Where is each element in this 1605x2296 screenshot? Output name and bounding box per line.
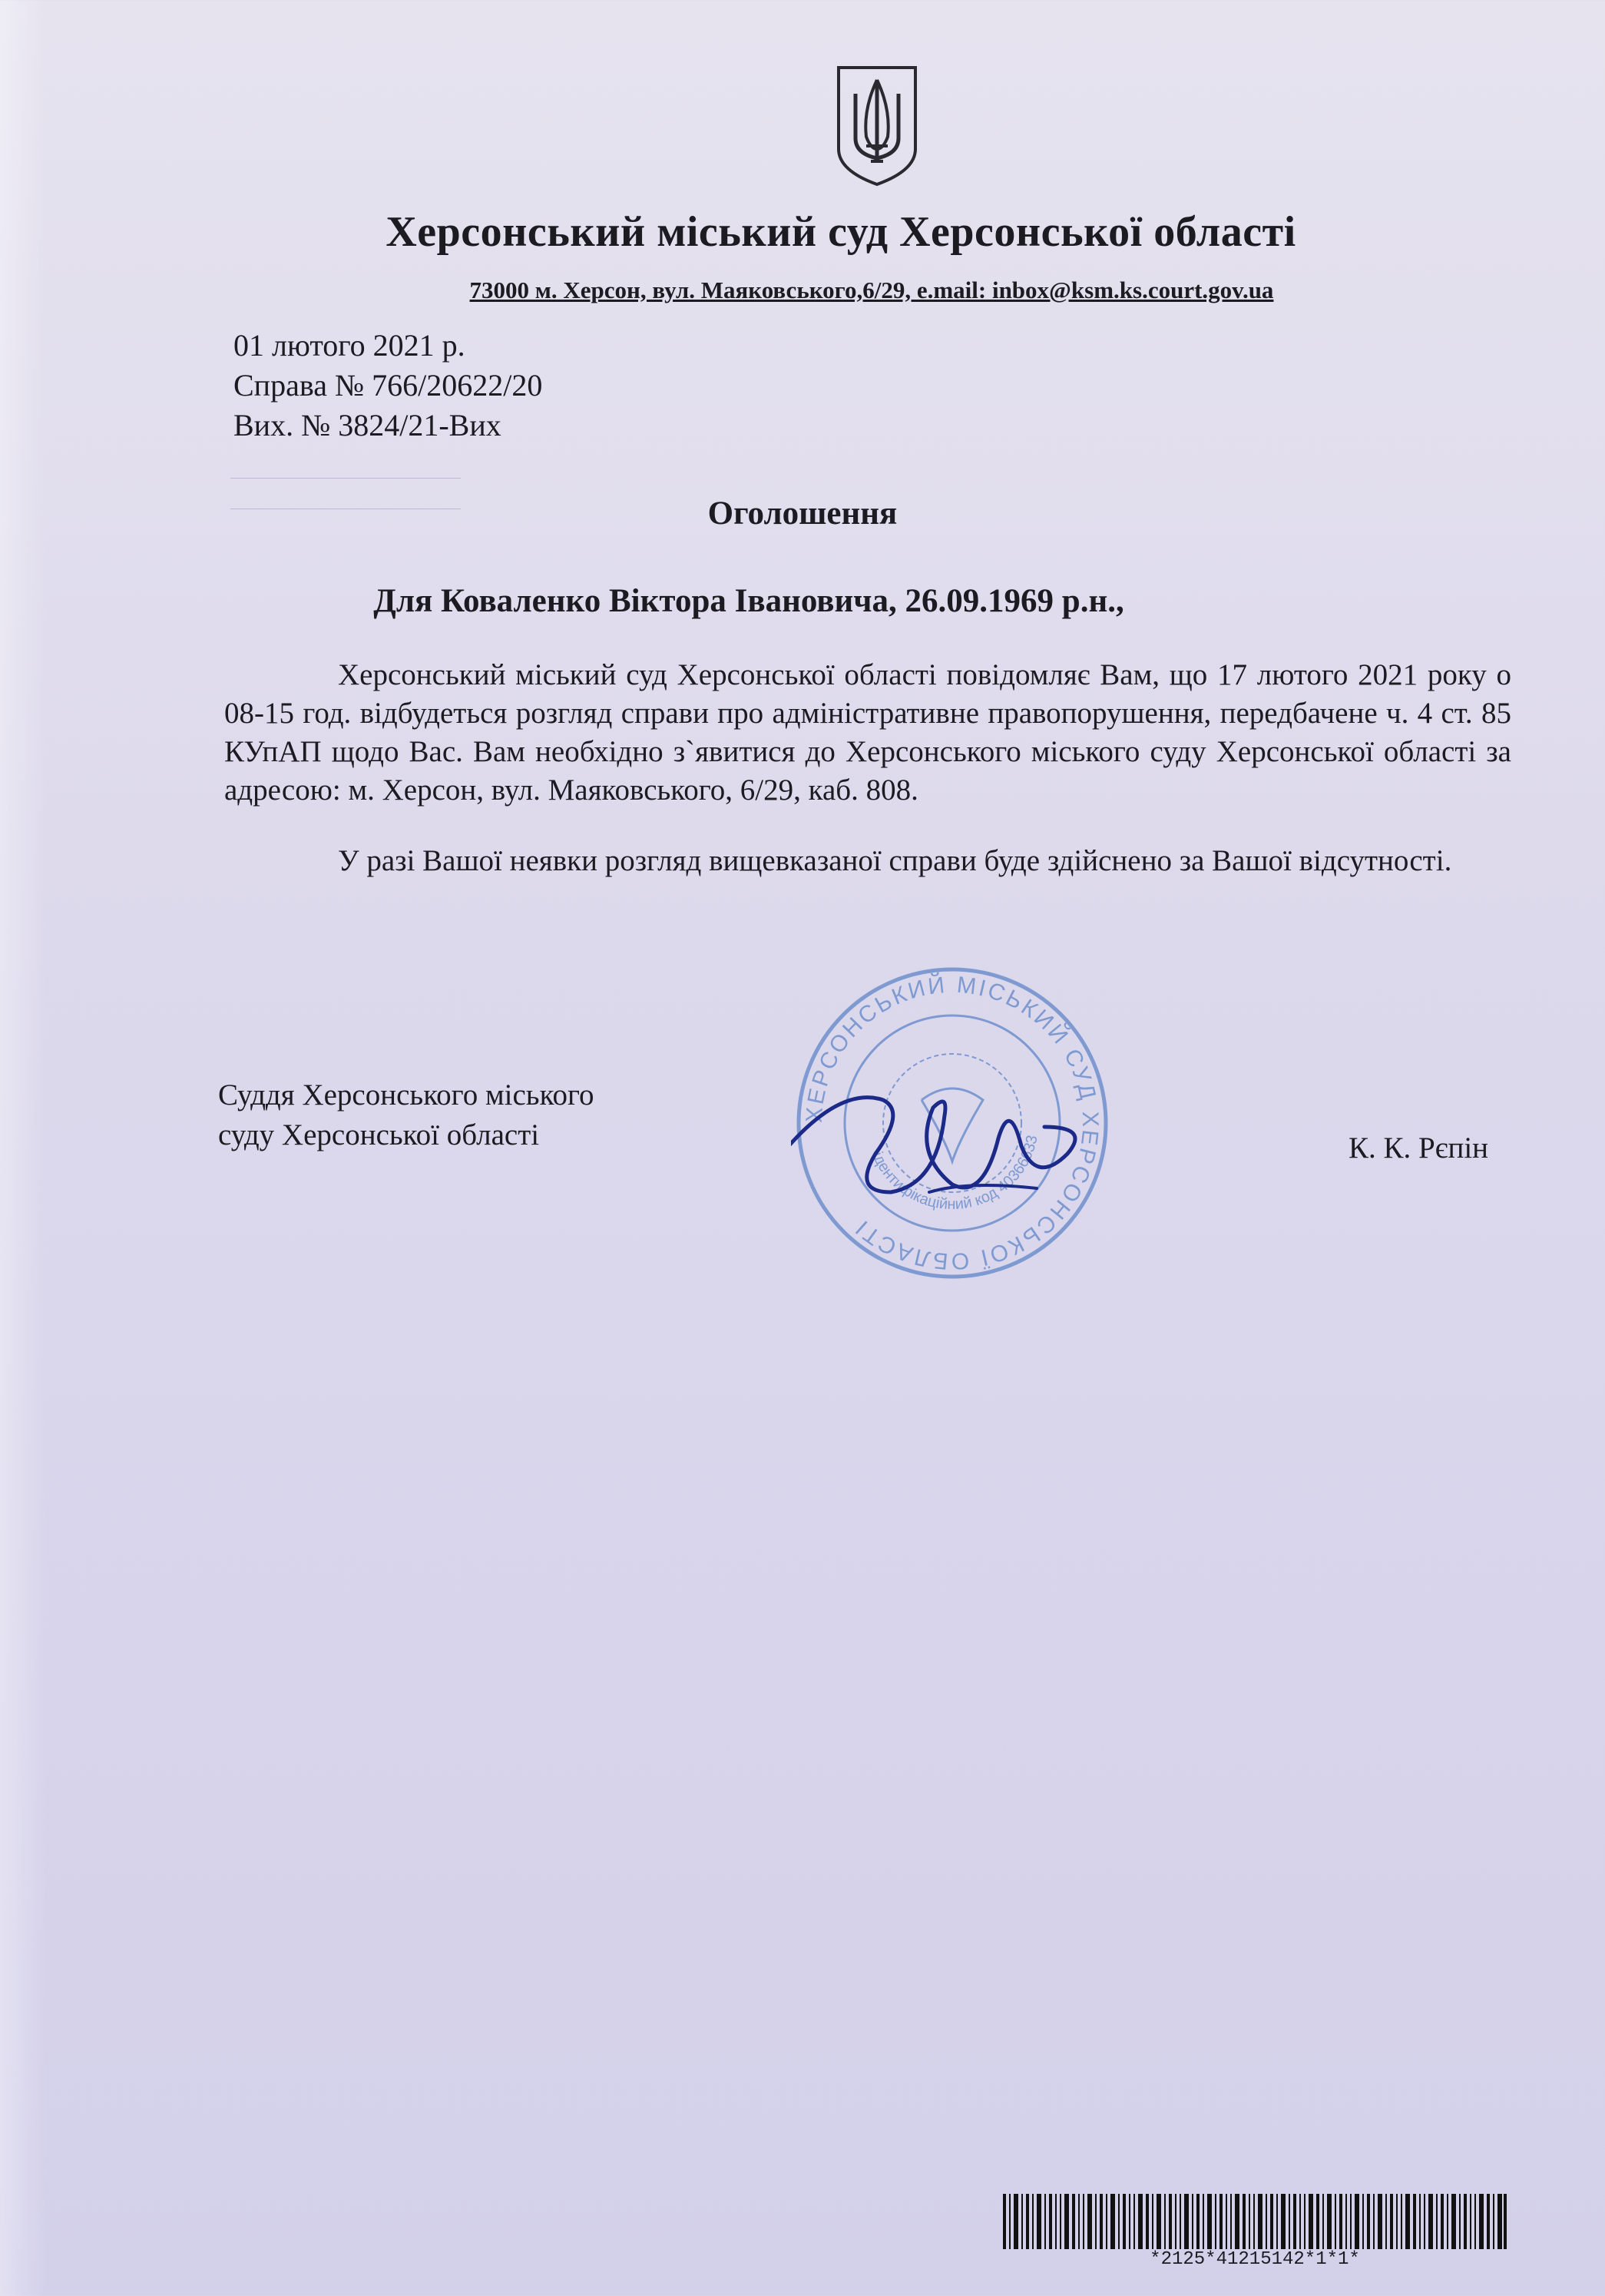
- judge-position-line1: Суддя Херсонського міського: [218, 1078, 594, 1112]
- court-seal-stamp: [791, 962, 1114, 1284]
- court-address: 73000 м. Херсон, вул. Маяковського,6/29, e.mail: inbox@ksm.ks.court.gov.ua: [469, 277, 1274, 303]
- judge-position-line2: суду Херсонської області: [218, 1118, 540, 1151]
- seal-code-text: ідентифікаційний код 40366633: [869, 1133, 1041, 1214]
- paragraph-2: У разі Вашої неявки розгляд вищевказаної справи буде здійснено за Вашої відсутності.: [338, 844, 1452, 877]
- court-name-heading: Херсонський міський суд Херсонської області: [386, 208, 1296, 256]
- barcode-number: *2125*41215142*1*1*: [1150, 2249, 1360, 2270]
- addressee-line: Для Коваленко Віктора Івановича, 26.09.1969 р.н.,: [373, 583, 1124, 619]
- notice-paragraph: [224, 656, 1511, 810]
- case-number: Справа № 766/20622/20: [233, 368, 543, 403]
- document-date: 01 лютого 2021 р.: [233, 328, 465, 363]
- barcode: [1003, 2194, 1507, 2249]
- document-title: Оголошення: [707, 495, 898, 532]
- registration-line: [230, 478, 461, 479]
- coat-of-arms-icon: [832, 63, 922, 189]
- paper-fold-shading: [0, 0, 46, 2296]
- judge-name: К. К. Рєпін: [1349, 1131, 1489, 1165]
- outgoing-number: Вих. № 3824/21-Вих: [233, 408, 501, 442]
- seal-outer-text: ХЕРСОНСЬКИЙ МІСЬКИЙ СУД ХЕРСОНСЬКОЇ ОБЛАСТІ: [801, 972, 1104, 1274]
- svg-text:ХЕРСОНСЬКИЙ МІСЬКИЙ СУД ХЕРСОН: [802, 972, 1104, 1274]
- svg-text:ідентифікаційний код 40366633: [869, 1134, 1041, 1213]
- absence-paragraph: [224, 842, 1511, 880]
- judge-position: [218, 1075, 694, 1155]
- paragraph-1: Херсонський міський суд Херсонської області повідомляє Вам, що 17 лютого 2021 року о 08-15 год. відбудеться розгляд справи про адміністративне правопорушення, передбачене ч. 4 ст. 85 КУпАП щодо Вас. Вам необхідно з`явитися до Херсонського міського суду Херсонської області за адресою: м. Херсон, вул. Маяковського, 6/29, каб. 808.: [224, 658, 1511, 807]
